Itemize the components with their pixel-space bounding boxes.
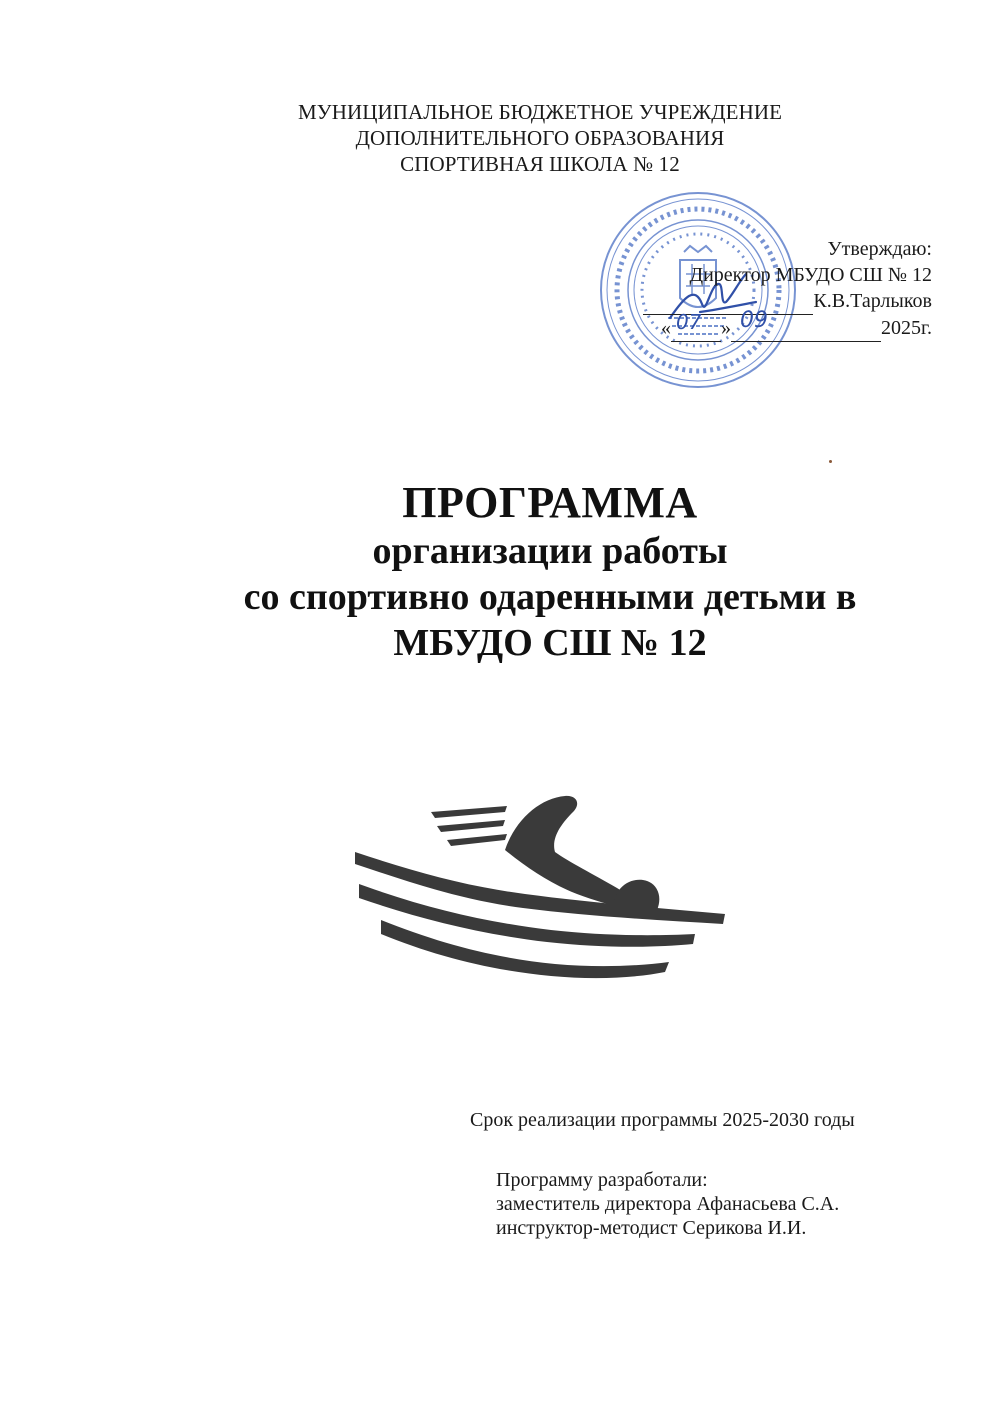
date-open-quote: « <box>661 317 672 339</box>
title-line-3: со спортивно одаренными детьми в <box>243 576 857 618</box>
ink-dot <box>829 460 832 463</box>
authors-label: Программу разработали: <box>496 1169 708 1191</box>
approval-signature-line <box>620 288 932 315</box>
approval-year: 2025г. <box>881 317 932 339</box>
handwritten-day: 07 <box>676 310 702 334</box>
approval-block <box>620 236 932 342</box>
implementation-period: Срок реализации программы 2025-2030 годы <box>470 1109 855 1131</box>
document-title <box>100 478 1000 666</box>
institution-line-2: ДОПОЛНИТЕЛЬНОГО ОБРАЗОВАНИЯ <box>355 126 725 150</box>
title-line-2: организации работы <box>372 530 728 572</box>
title-line-1: ПРОГРАММА <box>402 478 698 527</box>
approval-name: К.В.Тарлыков <box>813 290 932 312</box>
handwritten-month: 09 <box>740 308 768 333</box>
author-2: инструктор-методист Серикова И.И. <box>496 1217 807 1239</box>
approval-position: Директор МБУДО СШ № 12 <box>689 264 932 286</box>
approval-date-line <box>620 315 932 342</box>
title-line-4: МБУДО СШ № 12 <box>393 622 707 664</box>
institution-line-1: МУНИЦИПАЛЬНОЕ БЮДЖЕТНОЕ УЧРЕЖДЕНИЕ <box>297 100 783 124</box>
swimmer-icon <box>355 790 730 980</box>
date-close-quote: » <box>721 317 732 339</box>
authors-block <box>496 1168 936 1240</box>
institution-header <box>190 99 890 177</box>
author-1: заместитель директора Афанасьева С.А. <box>496 1193 840 1215</box>
institution-line-3: СПОРТИВНАЯ ШКОЛА № 12 <box>400 152 680 176</box>
approval-label: Утверждаю: <box>827 238 932 260</box>
